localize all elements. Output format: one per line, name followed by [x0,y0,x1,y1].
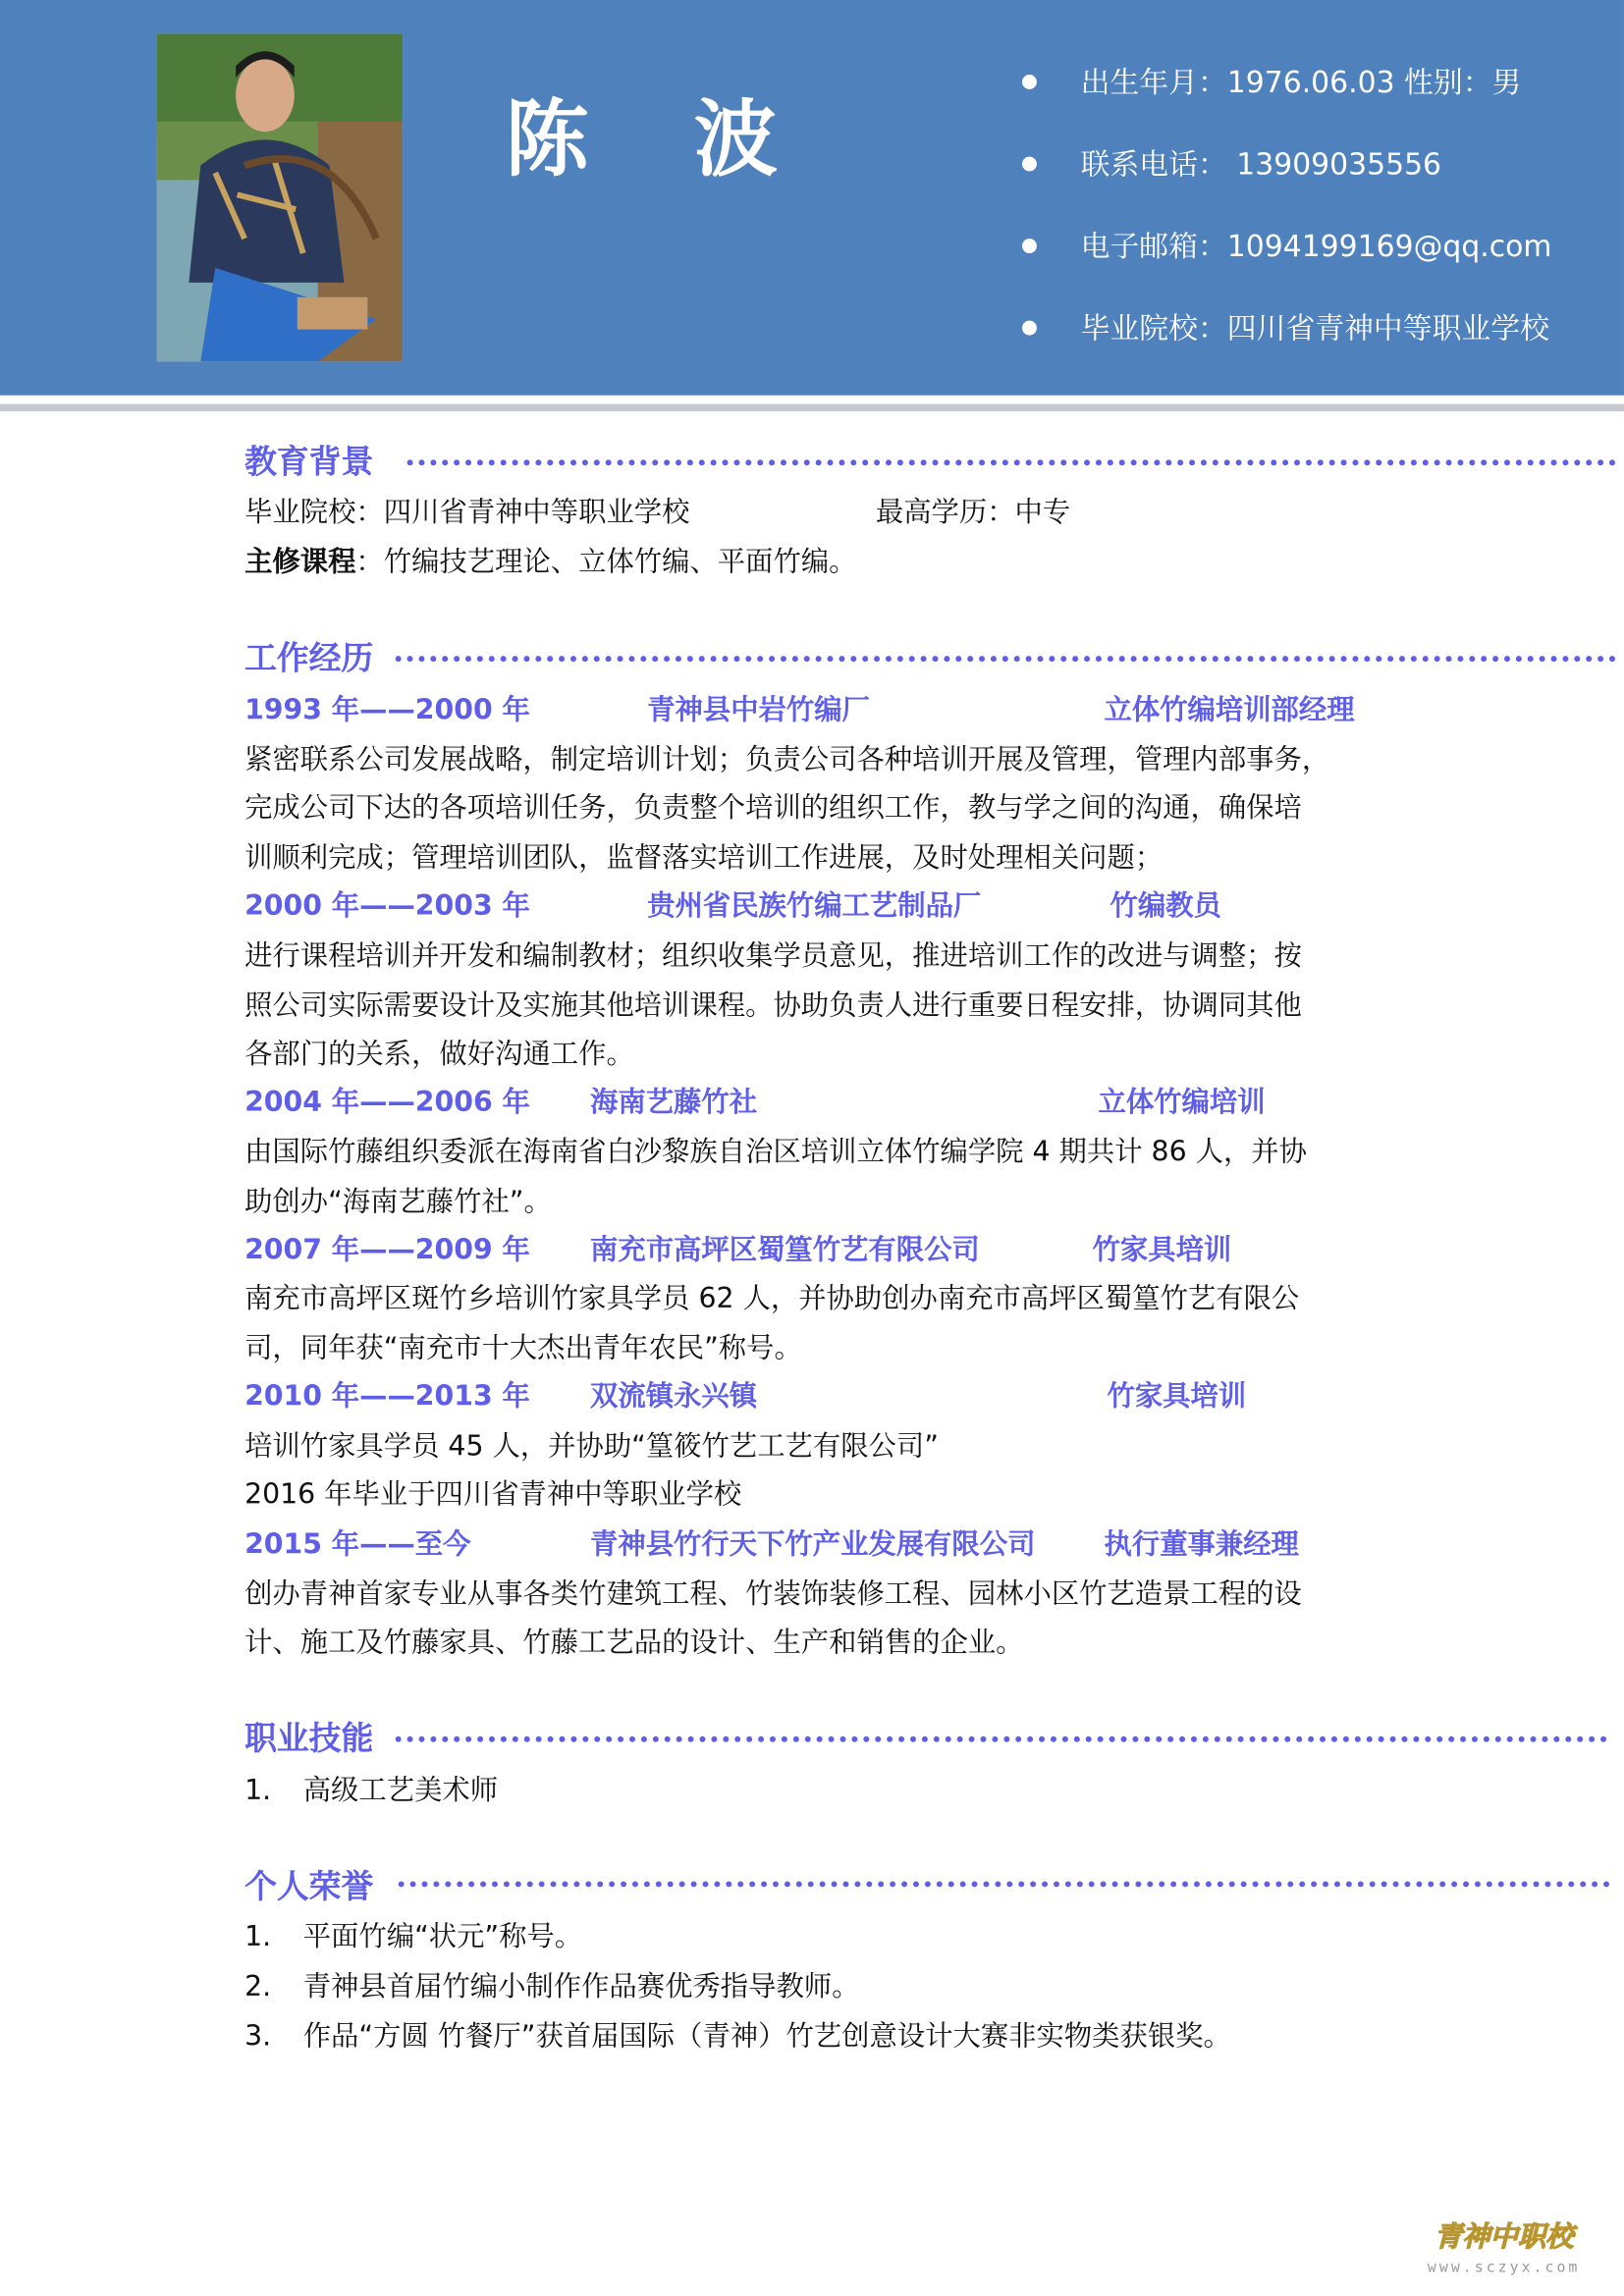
section-title-education: 教育背景 [244,445,374,482]
list-number: 2. [244,1970,272,2003]
list-number: 3. [244,2020,272,2053]
section-title-honors: 个人荣誉 [244,1869,374,1906]
bullet-dot [1022,157,1037,172]
education-courses [244,546,857,579]
honor-item: 平面竹编“状元”称号。 [302,1920,583,1953]
bullet-dot [1022,239,1037,253]
job-description-line: 训顺利完成；管理培训团队，监督落实培训工作进展，及时处理相关问题； [244,841,1164,875]
svg-text:青神中职校: 青神中职校 [1434,2219,1574,2253]
section-title-skills: 职业技能 [244,1721,374,1759]
watermark-logo [1406,2214,1603,2281]
section-divider [396,1736,1608,1742]
job-period: 2015 年——至今 [244,1528,471,1561]
job-company: 青神县中岩竹编厂 [647,693,870,726]
svg-text:www.sczyx.com: www.sczyx.com [1427,2258,1581,2276]
job-company: 南充市高坪区蜀篁竹艺有限公司 [590,1234,980,1267]
job-company: 海南艺藤竹社 [590,1086,758,1119]
list-number: 1. [244,1774,272,1807]
person-name: 陈 波 [505,91,816,189]
bullet-dot [1022,75,1037,89]
bullet-dot [1022,321,1037,336]
job-description-line: 创办青神首家专业从事各类竹建筑工程、竹装饰装修工程、园林小区竹艺造景工程的设 [244,1577,1302,1611]
courses-text: ：竹编技艺理论、立体竹编、平面竹编。 [355,546,857,579]
job-company: 贵州省民族竹编工艺制品厂 [647,889,982,923]
job-description-line: 进行课程培训并开发和编制教材；组织收集学员意见，推进培训工作的改进与调整；按 [244,939,1302,973]
job-role: 立体竹编培训 [1098,1086,1266,1119]
job-period: 2004 年——2006 年 [244,1086,530,1119]
job-description-line: 紧密联系公司发展战略，制定培训计划；负责公司各种培训开展及管理，管理内部事务， [244,743,1330,776]
education-degree: 最高学历：中专 [875,496,1071,529]
section-divider [396,656,1617,662]
job-description-line: 由国际竹藤组织委派在海南省白沙黎族自治区培训立体竹编学院 4 期共计 86 人，并协 [244,1136,1307,1169]
job-company: 双流镇永兴镇 [590,1380,758,1414]
profile-photo [157,33,404,361]
honor-item: 青神县首届竹编小制作作品赛优秀指导教师。 [302,1970,860,2003]
job-description-line: 完成公司下达的各项培训任务，负责整个培训的组织工作，教与学之间的沟通，确保培 [244,791,1302,825]
job-description-line: 2016 年毕业于四川省青神中等职业学校 [244,1478,742,1512]
job-period: 2000 年——2003 年 [244,889,530,923]
contact-text: 联系电话： 13909035556 [1080,146,1442,182]
contact-text: 电子邮箱：1094199169@qq.com [1080,228,1552,264]
job-description-line: 南充市高坪区斑竹乡培训竹家具学员 62 人，并协助创办南充市高坪区蜀篁竹艺有限公 [244,1282,1300,1315]
job-description-line: 各部门的关系，做好沟通工作。 [244,1038,634,1071]
job-period: 1993 年——2000 年 [244,693,530,726]
job-description-line: 照公司实际需要设计及实施其他培训课程。协助负责人进行重要日程安排，协调同其他 [244,989,1302,1022]
job-company: 青神县竹行天下竹产业发展有限公司 [590,1528,1036,1561]
job-role: 竹家具培训 [1092,1234,1232,1267]
section-divider [407,459,1617,465]
education-school: 毕业院校：四川省青神中等职业学校 [244,496,690,529]
job-period: 2010 年——2013 年 [244,1380,530,1414]
job-period: 2007 年——2009 年 [244,1234,530,1267]
honor-item: 作品“方圆 竹餐厅”获首届国际（青神）竹艺创意设计大赛非实物类获银奖。 [302,2020,1231,2053]
job-role: 竹家具培训 [1107,1380,1247,1414]
section-divider [399,1881,1611,1887]
contact-text: 毕业院校：四川省青神中等职业学校 [1080,310,1549,346]
job-description-line: 助创办“海南艺藤竹社”。 [244,1186,552,1218]
section-title-work: 工作经历 [244,641,374,678]
header-divider [0,404,1624,411]
skill-item: 高级工艺美术师 [302,1774,499,1807]
job-description-line: 计、施工及竹藤家具、竹藤工艺品的设计、生产和销售的企业。 [244,1626,1024,1659]
job-role: 立体竹编培训部经理 [1104,693,1355,726]
courses-label: 主修课程 [244,546,356,579]
contact-text: 出生年月：1976.06.03 性别：男 [1080,64,1522,100]
job-description-line: 培训竹家具学员 45 人，并协助“篁筱竹艺工艺有限公司” [244,1430,939,1463]
list-number: 1. [244,1920,272,1953]
job-role: 竹编教员 [1110,889,1221,923]
job-role: 执行董事兼经理 [1104,1528,1299,1561]
job-description-line: 司，同年获“南充市十大杰出青年农民”称号。 [244,1332,802,1364]
